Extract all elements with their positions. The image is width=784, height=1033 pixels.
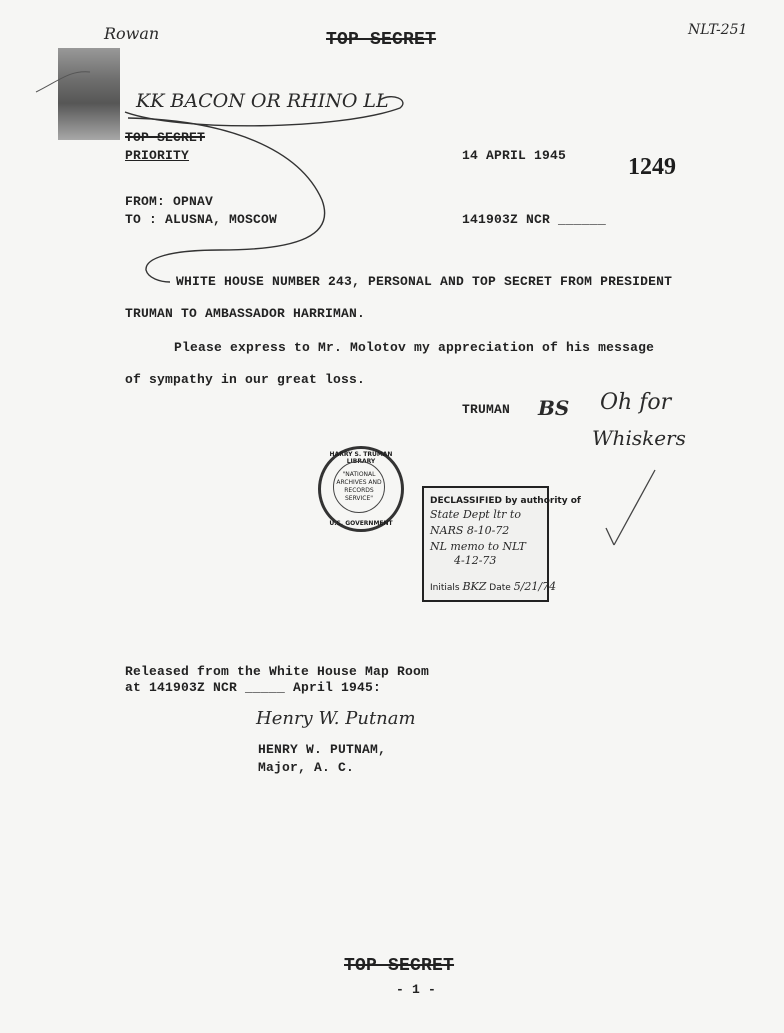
body-line-4: of sympathy in our great loss. <box>125 372 366 387</box>
declass-nars: NARS 8-10-72 <box>430 524 510 537</box>
declass-date-label: Date <box>489 583 511 593</box>
message-date: 14 APRIL 1945 <box>462 148 567 163</box>
classification-line: TOP SECRET <box>125 130 206 145</box>
document-id: NLT-251 <box>688 22 748 38</box>
body-line-3: Please express to Mr. Molotov my appreciation of his message <box>174 340 655 355</box>
seal-bottom-text: U.S. GOVERNMENT <box>329 520 393 527</box>
top-secret-header: TOP SECRET <box>326 30 437 50</box>
putnam-signature: Henry W. Putnam <box>256 708 416 729</box>
declass-initials-label: Initials <box>430 583 460 593</box>
signer-name: HENRY W. PUTNAM, <box>258 742 387 757</box>
page-number: - 1 - <box>396 982 437 997</box>
time-group: 141903Z NCR ______ <box>462 212 607 227</box>
seal-center-line-3: RECORDS SERVICE" <box>344 487 374 502</box>
declass-initials-row <box>430 580 556 593</box>
declass-date: 5/21/74 <box>513 580 557 593</box>
body-line-2: TRUMAN TO AMBASSADOR HARRIMAN. <box>125 306 366 321</box>
declass-initials: BKZ <box>462 580 487 593</box>
declass-memo: NL memo to NLT <box>430 540 526 553</box>
release-line-1: Released from the White House Map Room <box>125 664 430 679</box>
handwritten-name: Rowan <box>104 24 160 43</box>
declassification-stamp <box>422 486 581 602</box>
signature-truman: TRUMAN <box>462 402 511 417</box>
handwritten-routing: KK BACON OR RHINO LL <box>136 90 389 112</box>
handwritten-note-line-2: Whiskers <box>592 426 686 450</box>
to-line: TO : ALUSNA, MOSCOW <box>125 212 278 227</box>
handwritten-initials: BS <box>538 396 570 420</box>
seal-center-line-2: ARCHIVES AND <box>336 479 382 486</box>
priority-line: PRIORITY <box>125 148 190 163</box>
top-secret-footer: TOP SECRET <box>344 956 455 976</box>
from-line: FROM: OPNAV <box>125 194 214 209</box>
library-seal-stamp <box>318 446 404 532</box>
body-line-1: WHITE HOUSE NUMBER 243, PERSONAL AND TOP SECRET FROM PRESIDENT <box>176 274 673 289</box>
seal-center-line-1: "NATIONAL <box>342 471 376 478</box>
signer-title: Major, A. C. <box>258 760 355 775</box>
stamped-number: 1249 <box>628 154 676 180</box>
release-line-2: at 141903Z NCR _____ April 1945: <box>125 680 382 695</box>
handwritten-note-line-1: Oh for <box>600 390 672 415</box>
declass-heading: DECLASSIFIED by authority of <box>430 496 581 506</box>
declass-authority: State Dept ltr to <box>430 508 521 521</box>
seal-top-text: HARRY S. TRUMAN LIBRARY <box>329 451 393 465</box>
declass-memo-date: 4-12-73 <box>454 554 497 567</box>
